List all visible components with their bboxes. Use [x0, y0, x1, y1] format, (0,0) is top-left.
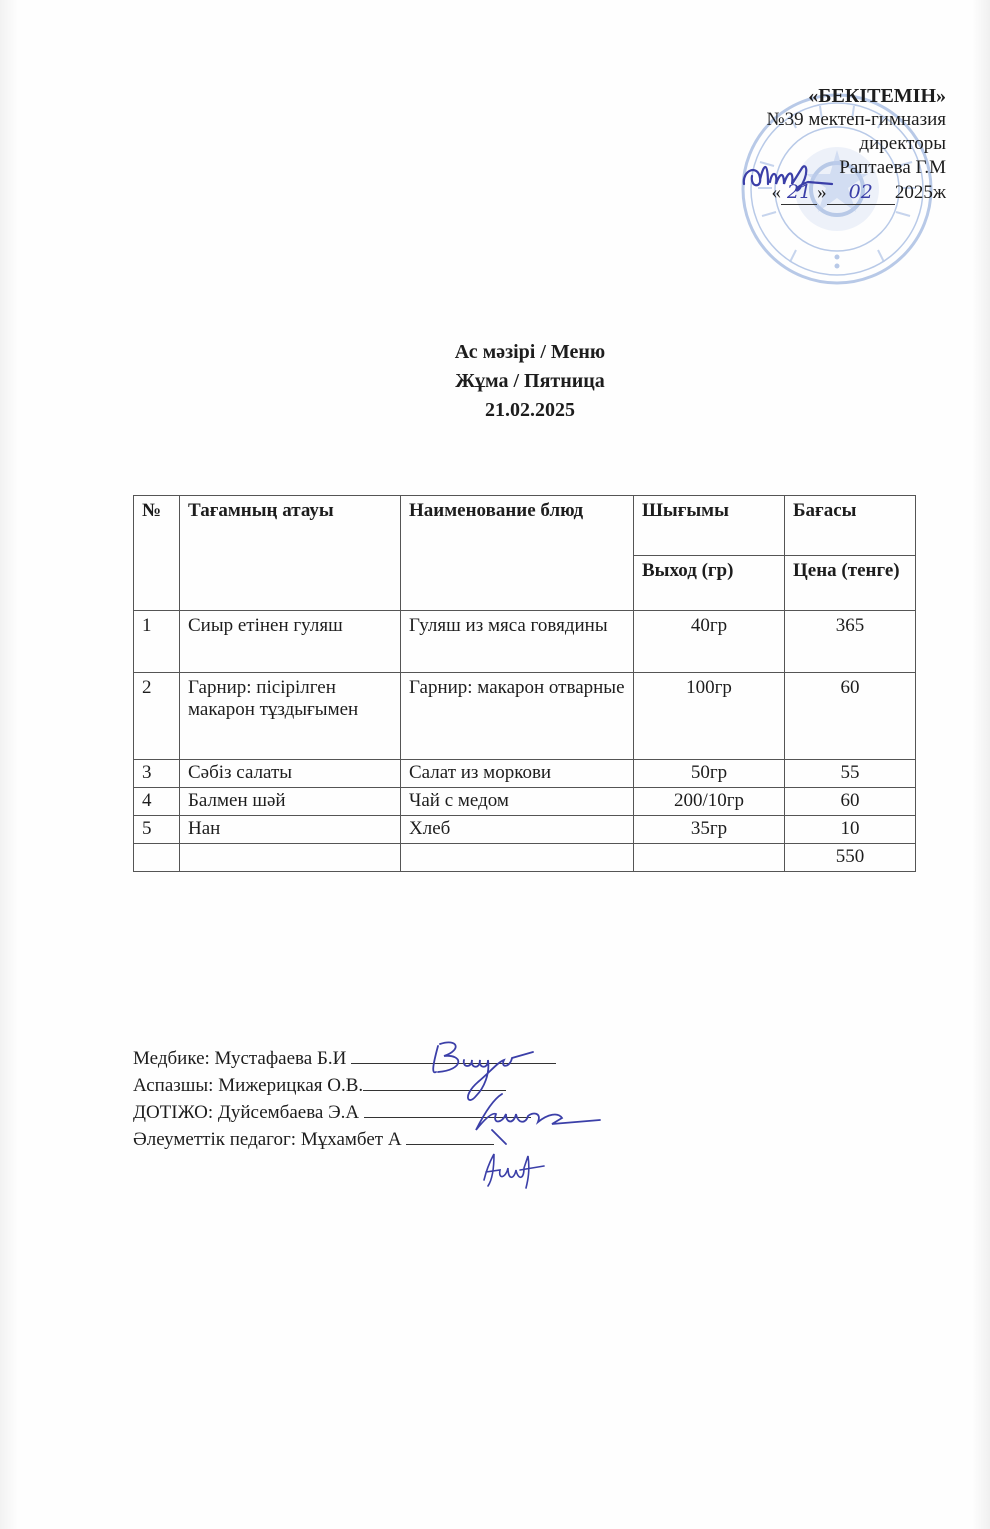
- heading-date: 21.02.2025: [485, 399, 575, 421]
- row-price: 365: [785, 611, 916, 673]
- row-price: 60: [785, 673, 916, 760]
- row-name-ru: Салат из моркови: [401, 760, 634, 788]
- approval-school: №39 мектеп-гимназия: [766, 109, 946, 130]
- menu-heading: [0, 338, 990, 425]
- header-num: №: [134, 496, 180, 611]
- table-header-row: [134, 496, 916, 556]
- director-signature: [740, 158, 835, 192]
- row-yield: 200/10гр: [634, 788, 785, 816]
- header-price-ru: Цена (тенге): [785, 556, 916, 611]
- row-yield: 35гр: [634, 816, 785, 844]
- total-empty: [180, 844, 401, 872]
- date-mid-quote: »: [817, 182, 827, 203]
- total-empty: [401, 844, 634, 872]
- approval-director-name: Раптаева Г.М: [839, 157, 946, 178]
- date-year: 2025ж: [894, 182, 946, 203]
- date-day: 21: [781, 180, 817, 205]
- row-name-kz: Сиыр етінен гуляш: [180, 611, 401, 673]
- row-name-ru: Гарнир: макарон отварные: [401, 673, 634, 760]
- heading-day: Жұма / Пятница: [455, 370, 605, 392]
- approval-position: директоры: [859, 133, 946, 154]
- header-name-ru: Наименование блюд: [401, 496, 634, 611]
- dotizho-signature: [462, 1090, 602, 1148]
- signature-label: ДОТІЖО: Дуйсембаева Э.А: [133, 1102, 360, 1123]
- date-open-quote: «: [771, 182, 781, 203]
- table-row: [134, 611, 916, 673]
- row-num: 2: [134, 673, 180, 760]
- header-price-kz: Бағасы: [785, 496, 916, 556]
- row-yield: 100гр: [634, 673, 785, 760]
- total-empty: [634, 844, 785, 872]
- row-num: 3: [134, 760, 180, 788]
- approval-title: «БЕКІТЕМІН»: [808, 85, 946, 107]
- row-name-kz: Балмен шәй: [180, 788, 401, 816]
- row-num: 4: [134, 788, 180, 816]
- header-yield-ru: Выход (гр): [634, 556, 785, 611]
- total-price: 550: [785, 844, 916, 872]
- table-total-row: [134, 844, 916, 872]
- row-num: 1: [134, 611, 180, 673]
- signature-label: Медбике: Мустафаева Б.И: [133, 1048, 347, 1069]
- date-month: 02: [827, 180, 895, 205]
- signature-label: Әлеуметтік педагог: Мұхамбет А: [133, 1129, 402, 1150]
- social-pedagogue-signature: [478, 1150, 548, 1190]
- table-row: [134, 760, 916, 788]
- signature-label: Аспазшы: Мижерицкая О.В.: [133, 1075, 364, 1096]
- row-name-ru: Хлеб: [401, 816, 634, 844]
- header-name-kz: Тағамның атауы: [180, 496, 401, 611]
- row-yield: 50гр: [634, 760, 785, 788]
- row-price: 55: [785, 760, 916, 788]
- row-yield: 40гр: [634, 611, 785, 673]
- table-row: [134, 673, 916, 760]
- menu-table: [133, 495, 916, 872]
- row-name-ru: Гуляш из мяса говядины: [401, 611, 634, 673]
- heading-title: Ас мәзірі / Меню: [454, 341, 606, 363]
- row-price: 10: [785, 816, 916, 844]
- table-row: [134, 788, 916, 816]
- header-yield-kz: Шығымы: [634, 496, 785, 556]
- row-num: 5: [134, 816, 180, 844]
- row-price: 60: [785, 788, 916, 816]
- table-row: [134, 816, 916, 844]
- row-name-kz: Нан: [180, 816, 401, 844]
- total-empty: [134, 844, 180, 872]
- row-name-ru: Чай с медом: [401, 788, 634, 816]
- row-name-kz: Гарнир: пісірілген макарон тұздығымен: [180, 673, 401, 760]
- row-name-kz: Сәбіз салаты: [180, 760, 401, 788]
